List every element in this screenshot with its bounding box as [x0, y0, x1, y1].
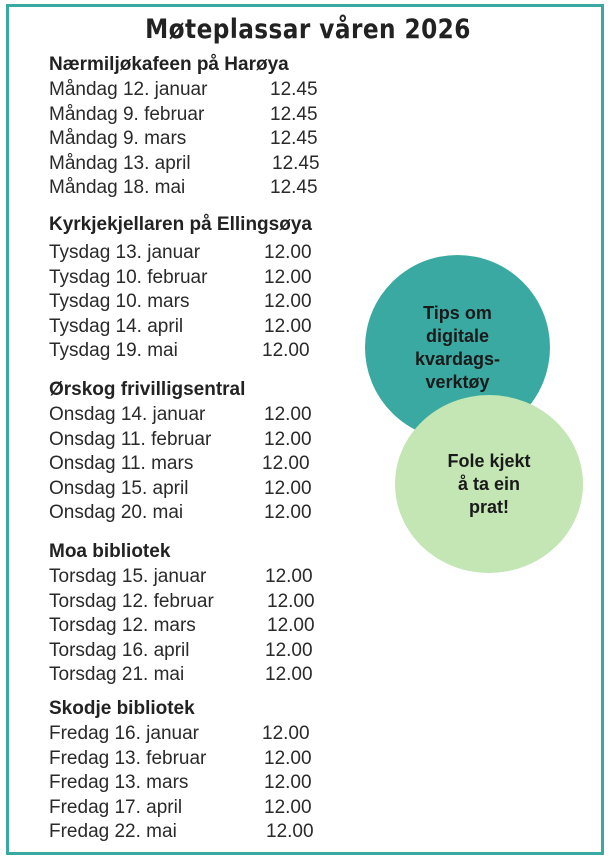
section-skodje [49, 696, 314, 845]
row-time: 12.00 [264, 291, 312, 312]
section-heading: Moa bibliotek [49, 541, 171, 562]
row-time: 12.00 [265, 566, 313, 587]
row-date: Onsdag 11. februar [49, 428, 212, 450]
row-date: Tysdag 10. mars [49, 291, 190, 312]
row-time: 12.00 [264, 796, 312, 818]
row-date: Fredag 13. februar [49, 747, 207, 769]
row-date: Tysdag 19. mai [49, 340, 178, 361]
schedule-row [49, 747, 312, 772]
prat-bubble [395, 395, 583, 573]
row-date: Fredag 17. april [49, 796, 183, 818]
schedule-row [49, 452, 310, 477]
row-date: Tysdag 13. januar [49, 242, 201, 263]
row-date: Måndag 13. april [49, 152, 191, 174]
row-date: Onsdag 20. mai [49, 502, 184, 523]
row-time: 12.45 [270, 128, 318, 149]
row-date: Torsdag 21. mai [49, 664, 185, 685]
section-heading: Ørskog frivilligsentral [49, 379, 246, 400]
schedule-row [49, 266, 312, 291]
row-date: Torsdag 12. mars [49, 615, 196, 636]
section-ellingsoya [49, 212, 312, 364]
row-date: Fredag 16. januar [49, 723, 199, 744]
schedule-row [49, 663, 313, 688]
schedule-row [49, 176, 318, 201]
row-date: Måndag 18. mai [49, 177, 186, 198]
schedule-row [49, 820, 314, 845]
schedule-row [49, 796, 312, 821]
schedule-row [49, 771, 312, 796]
schedule-row [49, 477, 312, 502]
row-date: Måndag 9. februar [49, 103, 205, 125]
section-orskog [49, 377, 312, 526]
schedule-row [49, 339, 312, 364]
schedule-row [49, 428, 312, 453]
section-moa [49, 539, 315, 688]
row-time: 12.45 [272, 152, 320, 174]
schedule-row [49, 639, 313, 664]
section-heading: Skodje bibliotek [49, 698, 195, 719]
tips-bubble-text: Tips om digitale kvardags- verktøy [414, 302, 501, 392]
schedule-row [49, 78, 318, 103]
section-haroya [49, 52, 320, 201]
schedule-row [49, 152, 320, 177]
schedule-row [49, 722, 310, 747]
row-date: Måndag 9. mars [49, 128, 187, 149]
section-heading: Kyrkjekjellaren på Ellingsøya [49, 214, 312, 235]
schedule-row [49, 403, 312, 428]
row-time: 12.45 [270, 177, 318, 198]
row-time: 12.00 [264, 266, 312, 288]
section-heading: Nærmiljøkafeen på Harøya [49, 54, 289, 75]
row-time: 12.00 [265, 664, 313, 685]
row-time: 12.00 [264, 502, 312, 523]
row-date: Torsdag 16. april [49, 639, 190, 661]
row-time: 12.00 [267, 590, 315, 612]
row-time: 12.00 [264, 242, 312, 263]
page-title: Møteplassar våren 2026 [145, 14, 471, 45]
schedule-row [49, 315, 312, 340]
row-time: 12.00 [267, 615, 315, 636]
row-time: 12.00 [266, 821, 314, 842]
row-time: 12.00 [264, 315, 312, 337]
row-time: 12.00 [265, 639, 313, 661]
row-date: Fredag 22. mai [49, 821, 177, 842]
schedule-row [49, 127, 318, 152]
row-time: 12.00 [264, 404, 312, 425]
row-time: 12.00 [262, 453, 310, 474]
schedule-row [49, 290, 312, 315]
row-date: Tysdag 14. april [49, 315, 184, 337]
schedule-row [49, 501, 312, 526]
schedule-row [49, 614, 315, 639]
row-time: 12.00 [264, 428, 312, 450]
row-time: 12.00 [264, 772, 312, 793]
row-date: Onsdag 15. april [49, 477, 189, 499]
row-date: Fredag 13. mars [49, 772, 189, 793]
prat-bubble-text: Fole kjekt å ta ein prat! [447, 450, 531, 517]
schedule-row [49, 590, 315, 615]
row-time: 12.45 [270, 79, 318, 100]
schedule-row [49, 103, 318, 128]
row-date: Torsdag 12. februar [49, 590, 214, 612]
schedule-row [49, 241, 312, 266]
row-time: 12.00 [262, 340, 310, 361]
row-date: Tysdag 10. februar [49, 266, 208, 288]
row-date: Onsdag 14. januar [49, 404, 206, 425]
row-date: Onsdag 11. mars [49, 453, 194, 474]
row-time: 12.00 [262, 723, 310, 744]
row-date: Torsdag 15. januar [49, 566, 207, 587]
row-time: 12.00 [264, 477, 312, 499]
row-date: Måndag 12. januar [49, 79, 208, 100]
row-time: 12.45 [270, 103, 318, 125]
row-time: 12.00 [264, 747, 312, 769]
schedule-row [49, 565, 313, 590]
